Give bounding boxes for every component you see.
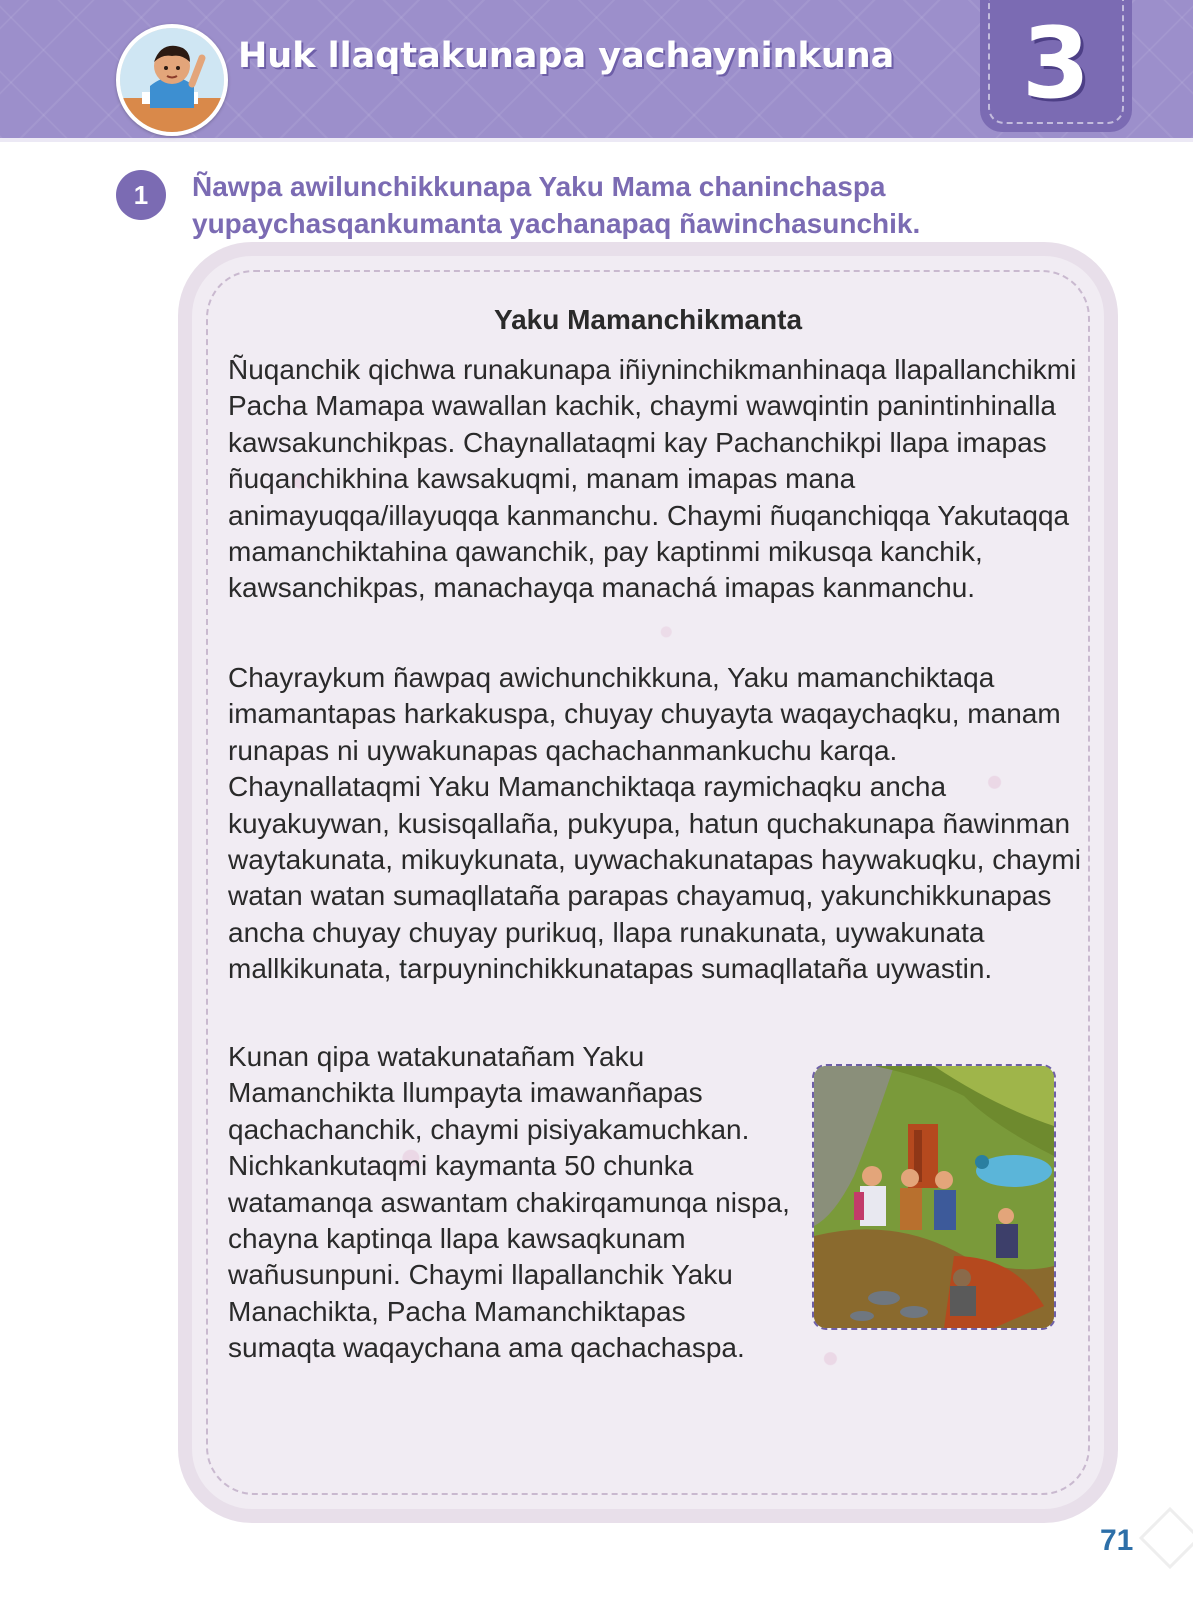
- reading-paragraph: Kunan qipa watakunatañam Yaku Mamanchikta llumpayta imawanñapas qachachanchik, chaymi pisiyakamuchkan. Nichkankutaqmi kaymanta 50 chunka watamanqa aswantam chakirqamunqa nispa, chayna kaptinqa llapa kawsaqkunam wañusunpuni. Chaymi llapallanchik Yaku Manachikta, Pacha Mamanchiktapas sumaqta waqaychana ama qachachaspa.: [228, 1041, 790, 1364]
- exercise-number-badge: 1: [116, 170, 166, 220]
- chapter-tab: [980, 0, 1132, 132]
- reading-card: [192, 256, 1104, 1509]
- chapter-banner: [0, 0, 1193, 142]
- reading-paragraph: Chayraykum ñawpaq awichunchikkuna, Yaku mamanchiktaqa imamantapas harkakuspa, chuyay chuyayta waqaychaqku, manam runapas ni uywakunapas qachachanmankuchu karqa. Chaynallataqmi Yaku Mamanchiktaqa raymichaqku ancha kuyakuywan, kusisqallaña, pukyupa, hatun quchakunapa ñawinman waytakunata, mikuykunata, uywachakunatapas haywakuqku, chaymi watan watan sumaqllataña parapas chayamuq, yakunchikkunapas ancha chuyay chuyay purikuq, llapa runakunata, uywakunata mallkikunata, tarpuyninchikkunatapas sumaqllataña uywastin.: [228, 662, 1081, 985]
- chapter-number: 3: [1021, 7, 1091, 121]
- page-number: 71: [1100, 1524, 1134, 1557]
- reading-title: Yaku Mamanchikmanta: [493, 304, 803, 335]
- corner-decoration: [1139, 1507, 1193, 1569]
- reading-paragraph: Ñuqanchik qichwa runakunapa iñiyninchikmanhinaqa llapallanchikmi Pacha Mamapa wawallan kachik, chaymi wawqintin panintinhinalla kawsakunchikpas. Chaynallataqmi kay Pachanchikpi llapa imapas ñuqanchikhina kawsakuqmi, manam imapas mana animayuqqa/illayuqqa kanmanchu. Chaymi ñuqanchiqqa Yakutaqqa mamanchiktahina qawanchik, pay kaptinmi mikusqa kanchik, kawsanchikpas, manachayqa manachá imapas kanmanchu.: [228, 354, 1077, 604]
- chapter-title: Huk llaqtakunapa yachayninkuna: [238, 36, 895, 76]
- exercise-instruction: Ñawpa awilunchikkunapa Yaku Mama chaninchaspa yupaychasqankumanta yachanapaq ñawinchasunchik.: [192, 171, 921, 239]
- water-ceremony-illustration: [812, 1064, 1056, 1330]
- student-reading-avatar: [116, 24, 228, 136]
